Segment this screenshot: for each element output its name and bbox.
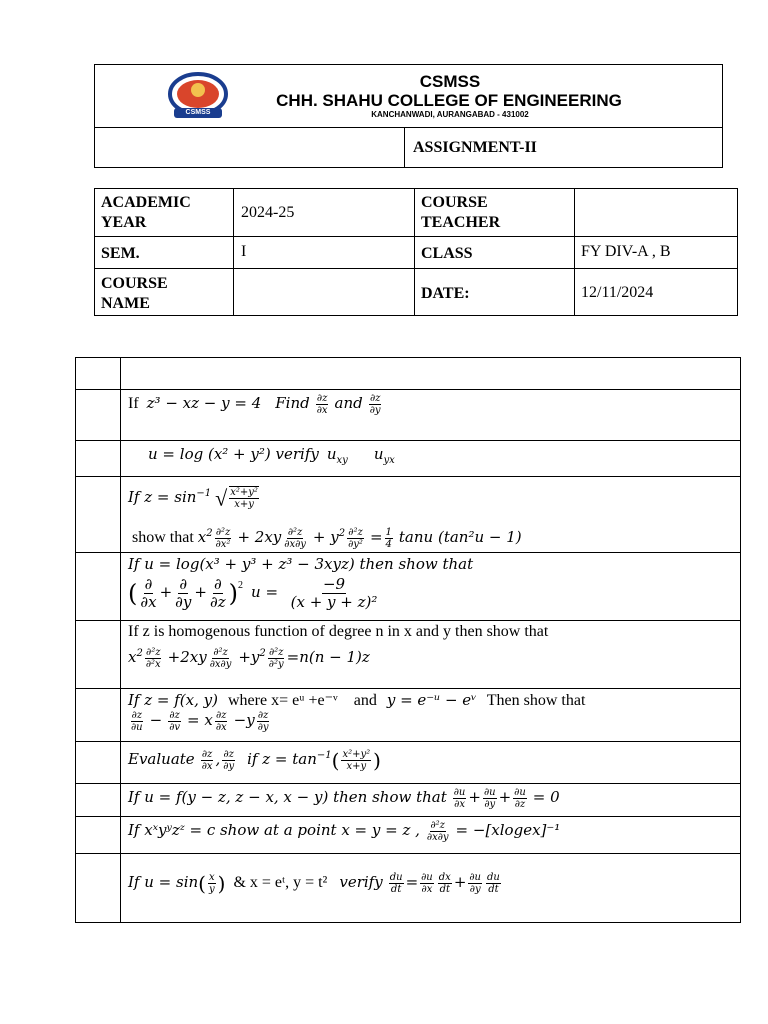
college-name: CHH. SHAHU COLLEGE OF ENGINEERING [276,91,622,110]
q-row-line [75,440,741,441]
q-row-line [75,688,741,689]
org-name: CSMSS [419,72,481,91]
academic-year-value: 2024-25 [241,204,295,221]
info-col-line [574,188,575,316]
question-10: If u = sin( $\frac{x}{y}$ ) & x = eᵗ, y = t² verify $\frac{du}{dt}$ = $\frac{\partial u}{\partial x}$ $\frac{dx}{dt}$ + $\frac{\partial u}{\partial y}$ $\frac{du}{dt}$ [128,871,500,896]
info-row-line [94,268,738,269]
q-row-line [75,816,741,817]
info-row-line [94,236,738,237]
class-value: FY DIV-A , B [581,243,671,260]
q-row-line [75,741,741,742]
logo-text: CSMSS [185,109,211,116]
class-label: CLASS [421,245,473,262]
college-logo [166,72,230,122]
q-row-line [75,389,741,390]
q-row-line [75,620,741,621]
question-8: If u = f(y − z, z − x, x − y) then show that $\frac{\partial u}{\partial x}$ + $\frac{\partial u}{\partial y}$ + $\frac{\partial u}{\partial z}$ = 0 [128,787,560,810]
assignment-title: ASSIGNMENT-II [413,139,537,156]
question-1: If z³ − xz − y = 4 Find $\frac{\partial z}{\partial x}$ and $\frac{\partial z}{\partial y}$ [128,393,381,416]
info-col-line [233,188,234,316]
q-row-line [75,783,741,784]
sem-value: I [241,243,247,260]
date-label: DATE: [421,285,470,302]
q-row-line [75,476,741,477]
questions-num-col [120,357,121,923]
sem-label: SEM. [101,245,140,262]
question-2: u = log (x² + y²) verify $u_{xy}$ $u_{yx}$ [148,445,395,466]
q-row-line [75,853,741,854]
info-col-line [414,188,415,316]
question-7: Evaluate $\frac{\partial z}{\partial x}$ , $\frac{\partial z}{\partial y}$ if $z = \tan^{-1}$( $\frac{\text{x²+y²}}{x+y}$ ) [128,748,381,773]
date-value: 12/11/2024 [581,284,654,301]
header-col-divider [404,127,405,168]
header-divider [94,127,723,128]
q-row-line [75,552,741,553]
course-name-label: COURSE NAME [101,275,168,312]
question-9: If xˣyʸzᶻ = c show at a point x = y = z , $\frac{\text{∂²z}}{\partial x\partial y}$ = −[xlogex]⁻¹ [128,820,561,843]
college-address: KANCHANWADI, AURANGABAD - 431002 [371,110,529,119]
course-teacher-label: COURSE TEACHER [421,194,501,231]
academic-year-label: ACADEMIC YEAR [101,194,191,231]
